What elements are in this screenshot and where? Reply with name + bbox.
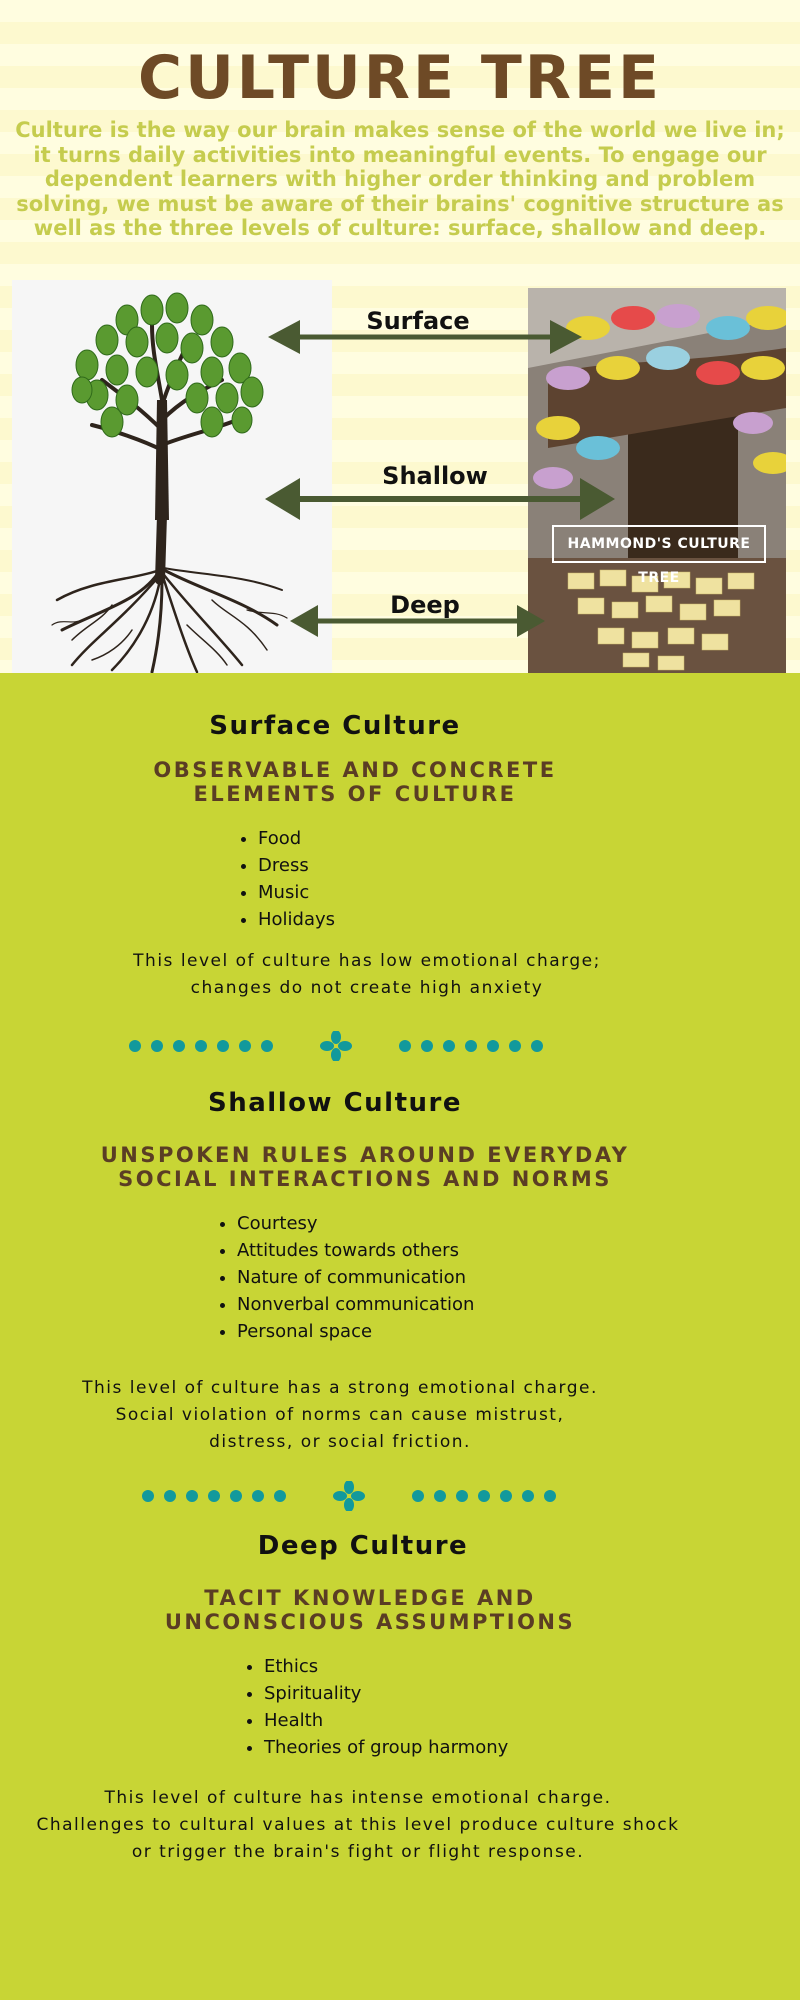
note-line: Social violation of norms can cause mistrust, xyxy=(115,1405,565,1425)
list-item: • Food xyxy=(258,825,335,852)
level-label-deep: Deep xyxy=(390,591,460,619)
list-item: • Music xyxy=(258,879,335,906)
list-item: • Ethics xyxy=(264,1653,508,1680)
culture-tree-figure xyxy=(0,280,800,673)
levels-panel xyxy=(0,673,800,2000)
note-line: Challenges to cultural values at this level produce culture shock xyxy=(36,1815,680,1835)
intro-text: Culture is the way our brain makes sense of the world we live in; it turns daily activities into meaningful events. To engage our dependent learners with higher order thinking and problem solving, we must be aware of their brains' cognitive structure as well as the three levels of culture: surface, shallow and deep. xyxy=(15,118,785,240)
list-item: • Personal space xyxy=(237,1318,474,1345)
list-item: • Nature of communication xyxy=(237,1264,474,1291)
section-list-deep xyxy=(242,1653,508,1761)
section-list-surface xyxy=(236,825,335,933)
note-line: changes do not create high anxiety xyxy=(190,978,544,998)
section-title-deep: Deep Culture xyxy=(257,1531,469,1561)
section-note-shallow xyxy=(0,1375,740,1456)
section-subtitle-shallow: UNSPOKEN RULES AROUND EVERYDAY SOCIAL INTERACTIONS AND NORMS xyxy=(100,1143,630,1191)
note-line: distress, or social friction. xyxy=(209,1432,471,1452)
list-item: • Spirituality xyxy=(264,1680,508,1707)
list-item: • Health xyxy=(264,1707,508,1734)
section-divider xyxy=(138,1481,563,1511)
level-label-surface: Surface xyxy=(366,307,470,335)
header-panel xyxy=(0,0,800,673)
list-item: • Dress xyxy=(258,852,335,879)
section-subtitle-deep: TACIT KNOWLEDGE AND UNCONSCIOUS ASSUMPTIONS xyxy=(164,1586,576,1634)
page-title: CULTURE TREE xyxy=(138,43,662,113)
section-divider xyxy=(125,1031,550,1061)
section-note-deep xyxy=(0,1785,758,1866)
list-item: • Attitudes towards others xyxy=(237,1237,474,1264)
section-subtitle-surface: OBSERVABLE AND CONCRETE ELEMENTS OF CULTURE xyxy=(153,758,557,806)
list-item: • Nonverbal communication xyxy=(237,1291,474,1318)
level-label-shallow: Shallow xyxy=(382,462,488,490)
section-note-surface xyxy=(0,948,767,1002)
photo-caption: HAMMOND'S CULTURE TREE xyxy=(552,525,766,563)
section-title-shallow: Shallow Culture xyxy=(208,1088,462,1118)
list-item: • Courtesy xyxy=(237,1210,474,1237)
note-line: or trigger the brain's fight or flight response. xyxy=(131,1842,585,1862)
list-item: • Holidays xyxy=(258,906,335,933)
note-line: This level of culture has a strong emotional charge. xyxy=(82,1378,598,1398)
note-line: This level of culture has intense emotional charge. xyxy=(104,1788,612,1808)
note-line: This level of culture has low emotional charge; xyxy=(133,951,601,971)
list-item: • Theories of group harmony xyxy=(264,1734,508,1761)
section-title-surface: Surface Culture xyxy=(209,711,461,741)
section-list-shallow xyxy=(215,1210,474,1345)
